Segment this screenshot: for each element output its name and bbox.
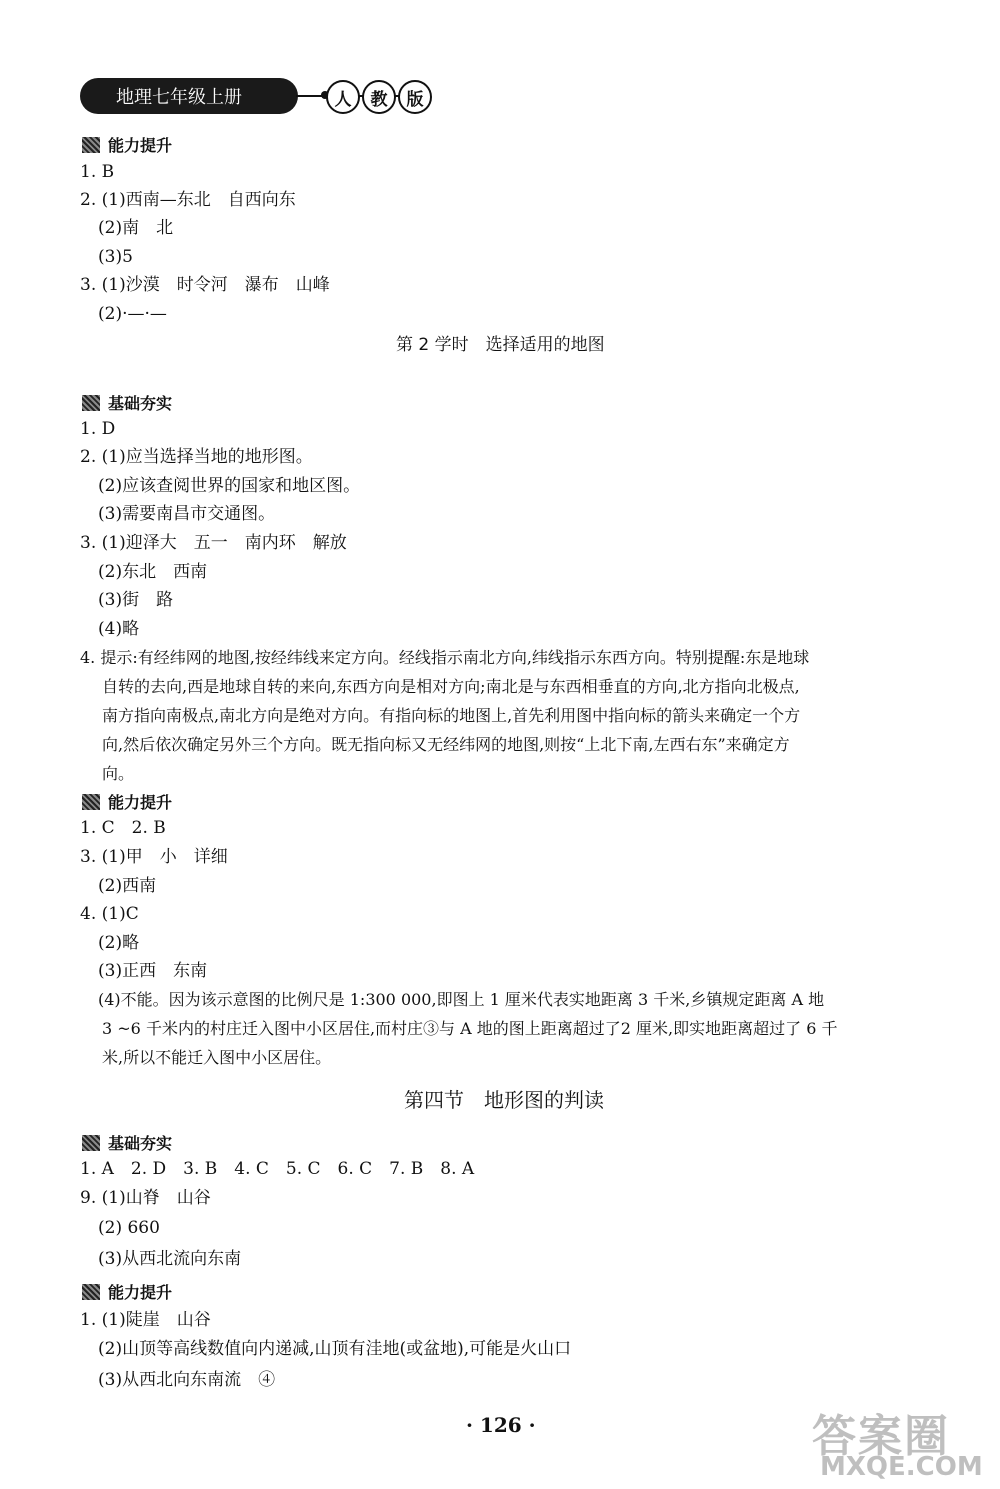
answer-line: (2)东北 西南: [98, 562, 208, 582]
answer-line: (2)·—·—: [98, 304, 167, 324]
section-label: 基础夯实: [108, 394, 173, 413]
section-icon: [82, 1284, 100, 1300]
answer-line: 3 ~6 千米内的村庄迁入图中小区居住,而村庄③与 A 地的图上距离超过了2 厘米,即实地距离超过了 6 千: [102, 1019, 838, 1038]
answer-line: 2. (1)应当选择当地的地形图。: [80, 447, 313, 467]
section-icon: [82, 395, 100, 411]
answer-line: (2)应该查阅世界的国家和地区图。: [98, 476, 361, 496]
answer-line: (3)需要南昌市交通图。: [98, 504, 276, 524]
section-heading: [82, 1131, 172, 1154]
page-number: · 126 ·: [466, 1413, 536, 1437]
answer-line: 3. (1)甲 小 详细: [80, 847, 228, 867]
answer-line: 1. C 2. B: [80, 818, 166, 838]
answer-line: (3)正西 东南: [98, 961, 208, 981]
answer-line: (4)略: [98, 619, 140, 639]
answer-line: 向,然后依次确定另外三个方向。既无指向标又无经纬网的地图,则按“上北下南,左西右东”来确定方: [102, 735, 790, 754]
answer-line: 米,所以不能迁入图中小区居住。: [102, 1048, 332, 1067]
section-heading: [82, 391, 172, 414]
answer-line: 自转的去向,西是地球自转的来向,东西方向是相对方向;南北是与东西相垂直的方向,北方指向北极点,: [102, 677, 800, 696]
book-title: 地理七年级上册: [116, 87, 242, 108]
edition-badge-ban: 版: [398, 80, 432, 114]
answer-line: (3)街 路: [98, 590, 174, 610]
answer-line: (2)西南: [98, 876, 157, 896]
answer-line: 1. B: [80, 162, 115, 182]
answer-line: 向。: [102, 764, 135, 783]
answer-line: (3)从西北流向东南: [98, 1249, 242, 1269]
section-icon: [82, 794, 100, 810]
answer-line: 9. (1)山脊 山谷: [80, 1188, 211, 1208]
answer-line: (3)从西北向东南流 ④: [98, 1370, 276, 1390]
watermark-logo: 答案圈: [812, 1411, 950, 1462]
answer-line: 1. (1)陡崖 山谷: [80, 1310, 211, 1330]
section-heading: [82, 1280, 172, 1303]
lesson-title: 第 2 学时 选择适用的地图: [396, 335, 605, 355]
watermark-url: MXQE.COM: [820, 1452, 983, 1482]
edition-badge-jiao: 教: [362, 80, 396, 114]
answer-line: (2)南 北: [98, 218, 174, 238]
answer-line: 1. D: [80, 419, 116, 439]
answer-line: 1. A 2. D 3. B 4. C 5. C 6. C 7. B 8. A: [80, 1159, 475, 1179]
answer-line: 3. (1)沙漠 时令河 瀑布 山峰: [80, 275, 330, 295]
answer-line: 3. (1)迎泽大 五一 南内环 解放: [80, 533, 347, 553]
answer-line: (3)5: [98, 247, 133, 267]
section-heading: [82, 133, 172, 156]
section-icon: [82, 1135, 100, 1151]
answer-line: (2)山顶等高线数值向内递减,山顶有洼地(或盆地),可能是火山口: [98, 1339, 572, 1359]
section-label: 能力提升: [108, 793, 173, 812]
book-title-pill: [80, 78, 298, 114]
answer-line: (2) 660: [98, 1218, 160, 1238]
answer-line: (2)略: [98, 933, 140, 953]
section-icon: [82, 137, 100, 153]
section-label: 能力提升: [108, 1283, 173, 1302]
answer-line: (4)不能。因为该示意图的比例尺是 1:300 000,即图上 1 厘米代表实地距离 3 千米,乡镇规定距离 A 地: [98, 990, 825, 1009]
answer-line: 4. (1)C: [80, 904, 139, 924]
section-title: 第四节 地形图的判读: [404, 1088, 604, 1112]
answer-line: 4. 提示:有经纬网的地图,按经纬线来定方向。经线指示南北方向,纬线指示东西方向。特别提醒:东是地球: [80, 648, 810, 667]
section-heading: [82, 790, 172, 813]
edition-badge-ren: 人: [326, 80, 360, 114]
answer-line: 2. (1)西南—东北 自西向东: [80, 190, 296, 210]
answer-line: 南方指向南极点,南北方向是绝对方向。有指向标的地图上,首先利用图中指向标的箭头来确定一个方: [102, 706, 801, 725]
section-label: 能力提升: [108, 136, 173, 155]
section-label: 基础夯实: [108, 1134, 173, 1153]
